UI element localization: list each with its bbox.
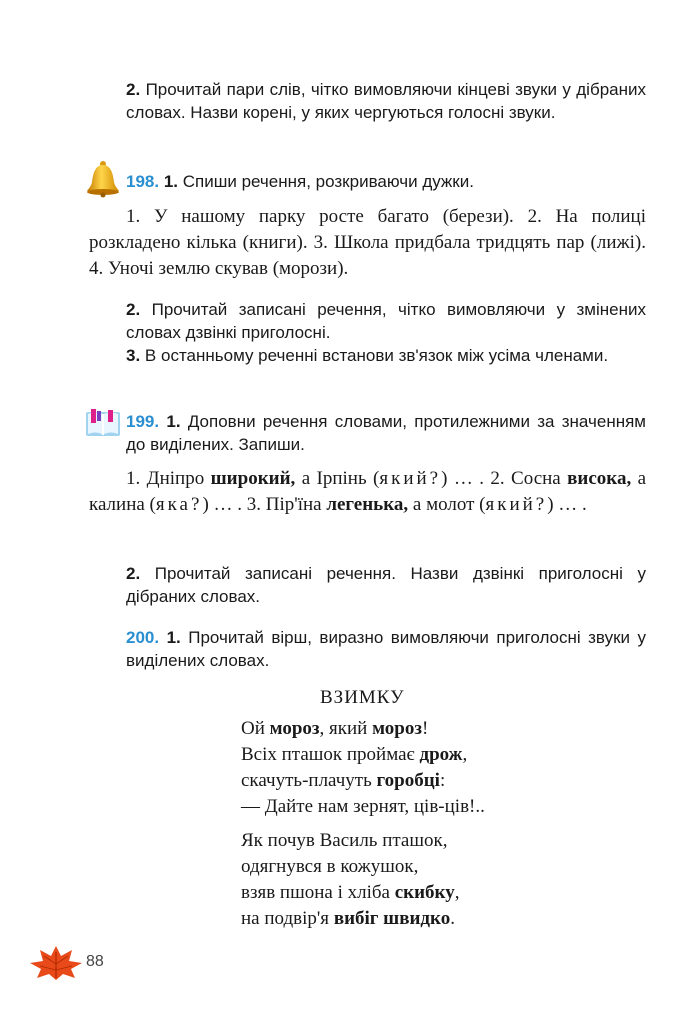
task-number: 199. [126,412,160,431]
instruction-text: В останньому реченні встанови зв'язок між усіма членами. [144,346,609,365]
ex-text: а Ірпінь ( [301,468,380,489]
task-199-part-2 [126,562,646,608]
ex-text: ) … . 3. Пір'їна [202,494,322,515]
poem-line: скачуть-плачуть горобці: [241,770,446,791]
task-197-part-2 [126,78,646,124]
poem-line: — Дайте нам зернят, ців-ців!.. [241,796,485,817]
page-number: 88 [86,953,104,970]
poem-stanza-1 [241,716,621,820]
poem-title: ВЗИМКУ [320,687,405,708]
part-number: 1. [166,412,181,431]
poem-line: одягнувся в кожушок, [241,856,419,877]
exercise-text-198 [89,204,646,282]
task-200-part-1 [126,626,646,672]
bell-icon [84,160,122,198]
part-number: 1. [166,628,181,647]
ex-text: а молот ( [412,494,486,515]
instruction-text: Прочитай записані речення. Назви дзвінкі приголосні у дібраних словах. [126,564,646,606]
part-number: 2. [126,564,141,583]
highlighted-word: висока, [567,468,632,489]
task-number: 198. [126,172,160,191]
poem-stanza-2 [241,828,621,932]
task-198-part-2 [126,298,646,344]
task-199-part-1 [126,410,646,456]
poem-line: взяв пшона і хліба скибку, [241,882,460,903]
part-number: 1. [163,172,179,191]
ex-text: ) … . 2. Сосна [441,468,561,489]
question-hint: який? [485,494,548,515]
ex-text: а калина ( [89,468,647,515]
poem-line: Як почув Василь пташок, [241,830,448,851]
task-198-part-1 [126,170,646,193]
ex-text: ) … . [547,494,587,515]
part-number: 2. [126,80,141,99]
task-198-part-3 [126,344,646,367]
instruction-text: Прочитай пари слів, чітко вимовляючи кінцеві звуки у дібраних словах. Назви корені, у яких чергуються голосні звуки. [126,80,646,122]
ex-text: 1. Дніпро [126,468,205,489]
instruction-text: Доповни речення словами, протилежними за значенням до виділених. Запиши. [126,412,646,454]
instruction-text: Прочитай вірш, виразно вимовляючи приголосні звуки у виділених словах. [126,628,646,670]
poem-line: на подвір'я вибіг швидко. [241,908,455,929]
maple-leaf-icon [28,942,84,982]
part-number: 2. [126,300,141,319]
open-book-icon [84,408,122,438]
task-number: 200. [126,628,160,647]
highlighted-word: легенька, [326,494,409,515]
question-hint: яка? [155,494,203,515]
part-number: 3. [126,346,141,365]
exercise-sentences: 1. У нашому парку росте багато (берези). 2. На полиці розкладено кілька (книги). 3. Школа придбала тридцять пар (лижі). 4. Уночі землю скував (морози). [89,206,646,279]
instruction-text: Прочитай записані речення, чітко вимовляючи у змінених словах дзвінкі приголосні. [126,300,646,342]
question-hint: який? [379,468,442,489]
exercise-text-199 [89,466,646,518]
poem-line: Ой мороз, який мороз! [241,718,429,739]
highlighted-word: широкий, [210,468,296,489]
instruction-text: Спиши речення, розкриваючи дужки. [182,172,474,191]
poem-line: Всіх пташок проймає дрож, [241,744,468,765]
